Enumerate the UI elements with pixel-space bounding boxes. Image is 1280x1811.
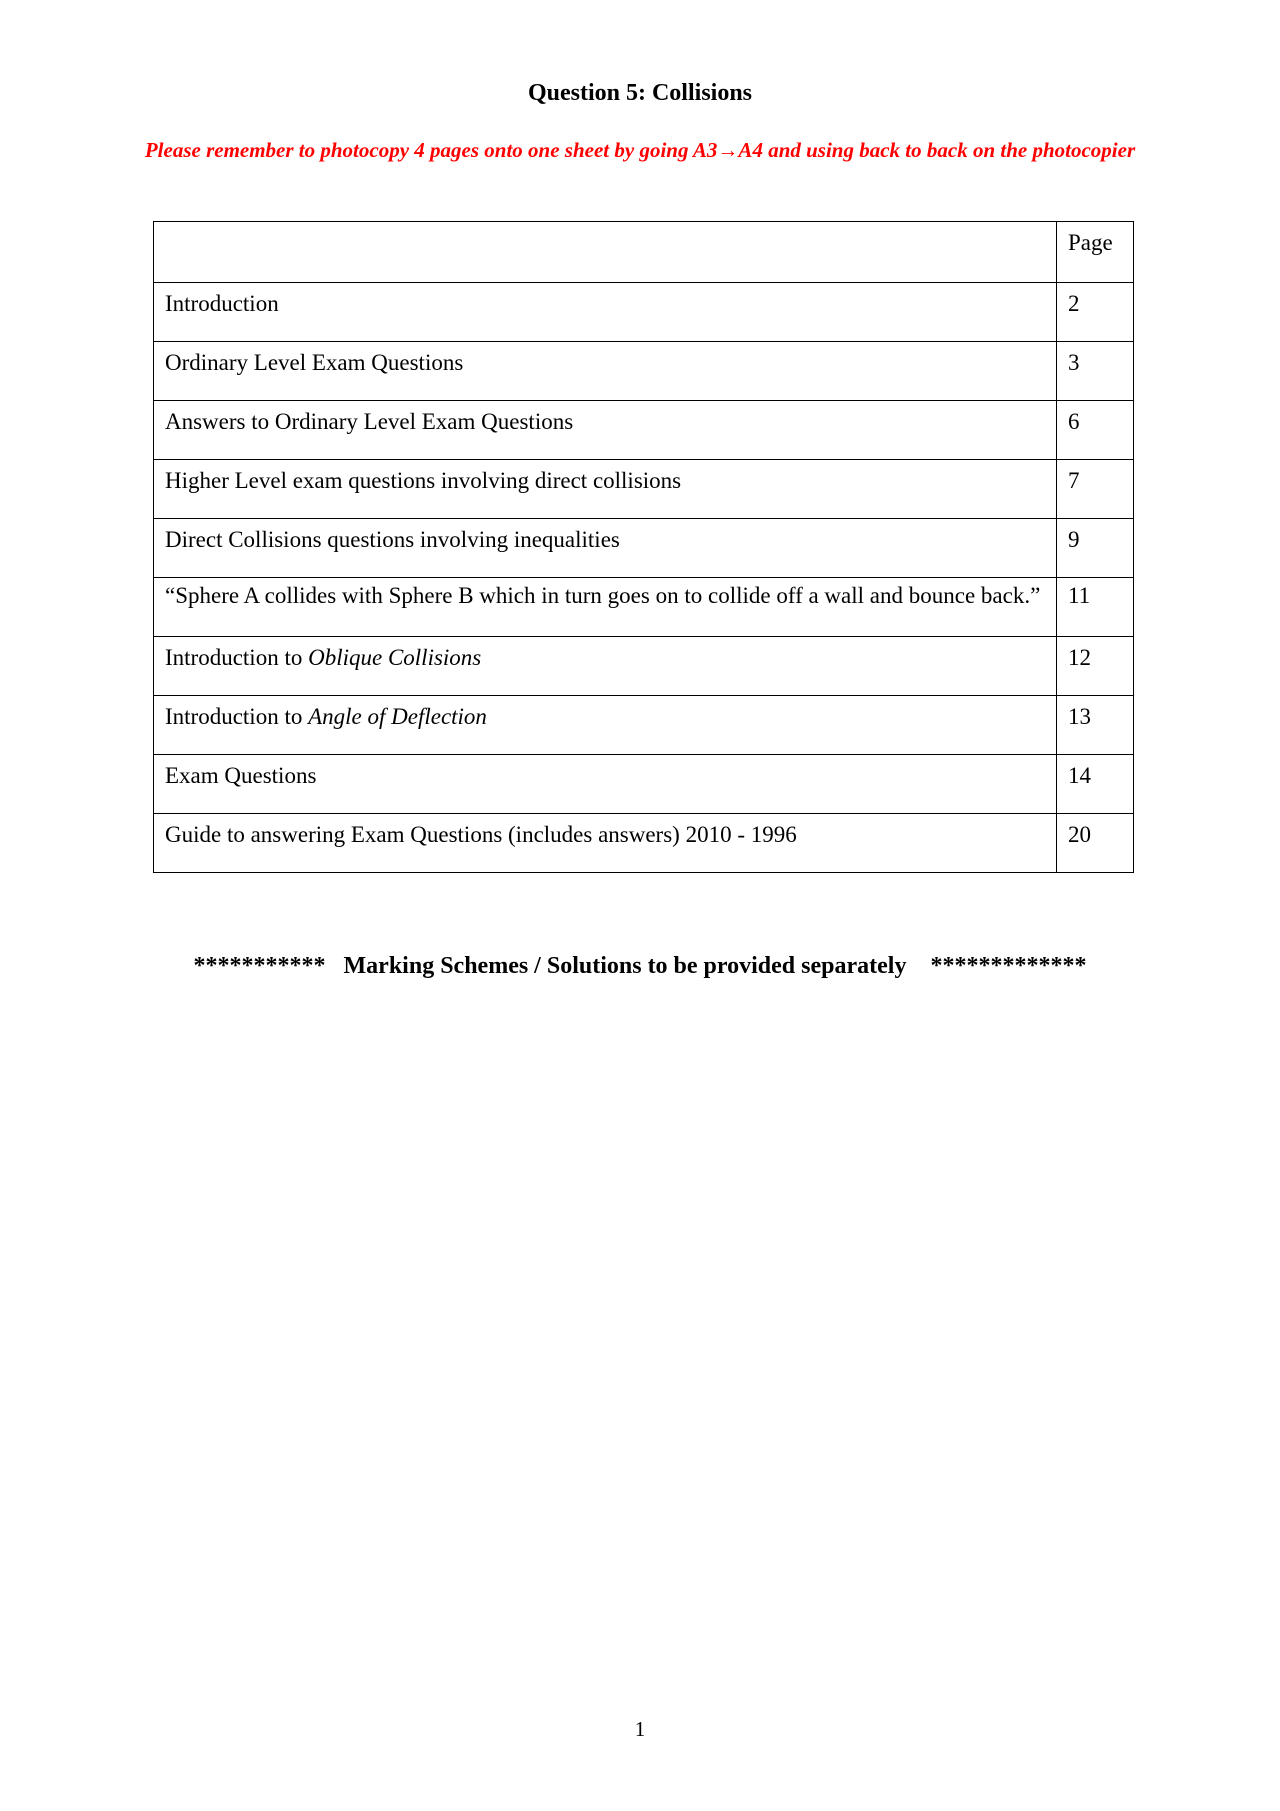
topic-text: Answers to Ordinary Level Exam Questions [165,409,574,434]
page-cell: 3 [1057,342,1134,401]
topic-text: Introduction [165,291,279,316]
topic-text: Exam Questions [165,763,317,788]
page-cell: 14 [1057,755,1134,814]
page-cell: 9 [1057,519,1134,578]
topic-cell [154,283,1057,342]
page-number: 1 [634,1717,646,1741]
marking-schemes-note: *********** Marking Schemes / Solutions to be provided separately ************* [193,953,1087,979]
topic-cell [154,755,1057,814]
topic-text: Ordinary Level Exam Questions [165,350,464,375]
topic-text: Higher Level exam questions involving direct collisions [165,468,682,493]
table-row [154,637,1134,696]
table-row [154,755,1134,814]
page-cell: 13 [1057,696,1134,755]
table-row [154,342,1134,401]
table-row [154,283,1134,342]
topic-cell [154,578,1057,637]
topic-cell [154,637,1057,696]
topic-text: Introduction to [165,645,309,670]
table-row [154,696,1134,755]
topic-cell [154,401,1057,460]
topic-text: Direct Collisions questions involving inequalities [165,527,620,552]
page-cell: 12 [1057,637,1134,696]
page-title: Question 5: Collisions [527,80,753,106]
table-row [154,814,1134,873]
topic-column-header [154,222,1057,283]
page-cell: 11 [1057,578,1134,637]
photocopy-notice: Please remember to photocopy 4 pages onto one sheet by going A3→A4 and using back to back on the photocopier [144,138,1136,162]
topic-cell [154,519,1057,578]
page-cell: 7 [1057,460,1134,519]
page-cell: 6 [1057,401,1134,460]
topic-cell [154,814,1057,873]
page-cell: 2 [1057,283,1134,342]
contents-header-row [154,222,1134,283]
table-row [154,460,1134,519]
page-column-header: Page [1057,222,1134,283]
topic-text: Guide to answering Exam Questions (includes answers) 2010 - 1996 [165,822,797,847]
topic-cell [154,460,1057,519]
contents-table [153,221,1134,873]
table-row [154,519,1134,578]
topic-text: Introduction to [165,704,309,729]
topic-text: “Sphere A collides with Sphere B which in turn goes on to collide off a wall and bounce back.” [165,583,1041,608]
topic-emphasis: Oblique Collisions [308,645,482,670]
topic-emphasis: Angle of Deflection [308,704,487,729]
page-cell: 20 [1057,814,1134,873]
table-row [154,401,1134,460]
topic-cell [154,342,1057,401]
table-row [154,578,1134,637]
topic-cell [154,696,1057,755]
